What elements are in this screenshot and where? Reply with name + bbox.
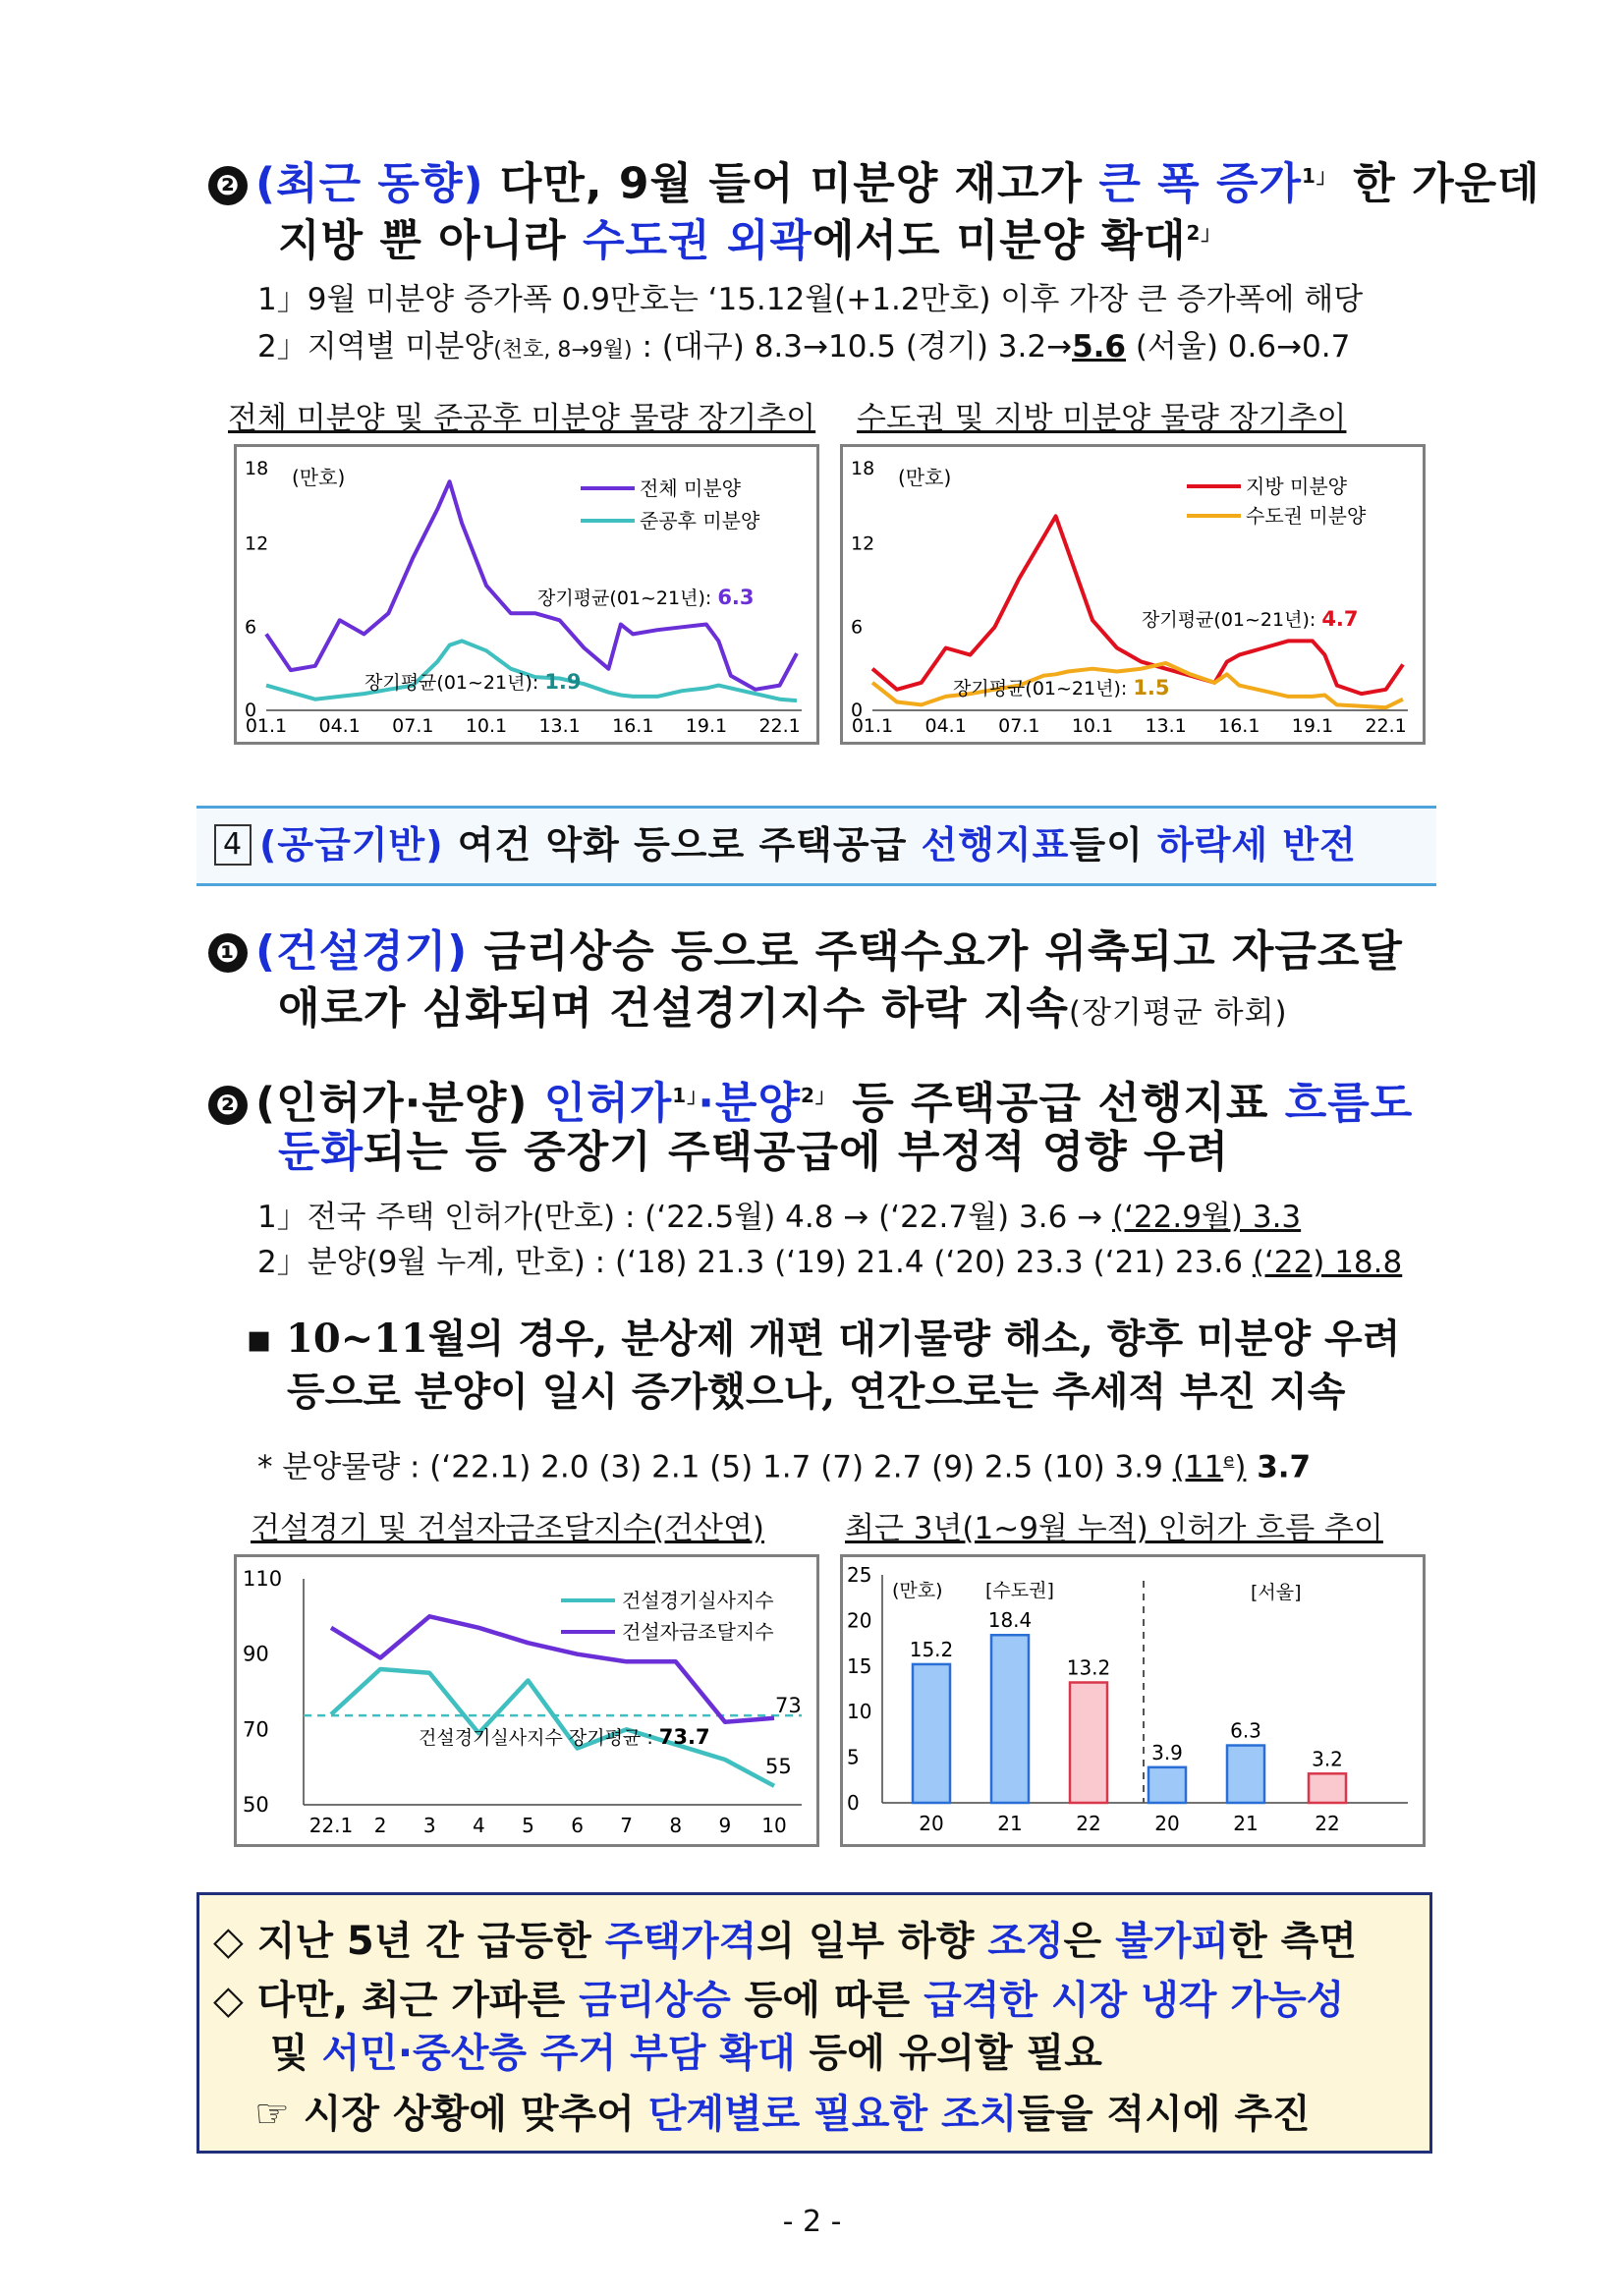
summary-text: 등에 유의할 필요 <box>795 2031 1102 2076</box>
star-note <box>257 1438 1311 1489</box>
highlight-text: 급격한 시장 냉각 가능성 <box>924 1978 1345 2023</box>
x-tick-label: 19.1 <box>685 715 728 737</box>
chart2-avg2 <box>953 676 1170 700</box>
highlight-text: 둔화 <box>278 1127 364 1177</box>
x-tick-label: 22 <box>1076 1812 1101 1835</box>
y-tick-label: 25 <box>847 1563 872 1587</box>
y-tick-label: 12 <box>245 532 269 555</box>
x-tick-label: 21 <box>1233 1812 1259 1835</box>
y-tick-label: 90 <box>243 1642 269 1666</box>
x-tick-label: 07.1 <box>998 715 1040 737</box>
sec4-item1-line1 <box>208 924 1456 980</box>
x-tick-label: 19.1 <box>1291 715 1334 737</box>
x-tick-label: 22 <box>1315 1812 1340 1835</box>
chart3-avg-value: 73.7 <box>658 1725 710 1749</box>
y-tick-label: 20 <box>847 1608 872 1633</box>
summary-text: 한 측면 <box>1229 1919 1357 1964</box>
summary-text: 은 <box>1063 1919 1116 1964</box>
chart2-avg1-label: 장기평균(01~21년): <box>1142 609 1322 631</box>
x-tick-label: 20 <box>1154 1812 1180 1835</box>
item-text: 다만, 9월 들어 미분양 재고가 <box>483 158 1099 209</box>
chart1-frame <box>234 444 819 745</box>
item-text: 지방 뿐 아니라 <box>278 215 583 266</box>
footnote-ref: 1」 <box>672 1084 699 1107</box>
diamond-icon: ◇ <box>213 1919 244 1964</box>
x-tick-label: 07.1 <box>392 715 434 737</box>
x-tick-label: 2 <box>373 1814 387 1837</box>
bar-22 <box>1070 1683 1107 1803</box>
highlight-text: 큰 폭 증가 <box>1098 158 1303 209</box>
chart4-unit: (만호) <box>892 1580 943 1601</box>
footnote-1: 1」9월 미분양 증가폭 0.9만호는 ‘15.12월(+1.2만호) 이후 가장 큰 증가폭에 해당 <box>257 282 1364 317</box>
highlight-text: 주택가격 <box>604 1919 757 1964</box>
summary-line2 <box>213 1974 1344 2027</box>
footnote-4 <box>257 1240 1402 1285</box>
summary-text: 및 <box>270 2031 322 2076</box>
x-tick-label: 22.1 <box>308 1814 354 1837</box>
chart4-frame <box>840 1554 1426 1847</box>
bar-22 <box>1309 1773 1346 1803</box>
bar-20 <box>1148 1767 1186 1803</box>
highlight-text: 선행지표 <box>921 823 1070 867</box>
y-tick-label: 15 <box>847 1653 872 1678</box>
chart1-avg2 <box>364 670 582 694</box>
highlight-text: 하락세 반전 <box>1157 823 1357 867</box>
y-tick-label: 5 <box>847 1745 860 1769</box>
footnote-emphasis: (‘22.9월) 3.3 <box>1111 1200 1302 1235</box>
chart2-avg1-value: 4.7 <box>1321 607 1359 631</box>
bar-value-label: 15.2 <box>909 1637 954 1661</box>
chart1-avg2-value: 1.9 <box>544 670 582 694</box>
chart3-avg-label: 건설경기실사지수 장기평균 : <box>419 1727 659 1749</box>
chart1-avg2-label: 장기평균(01~21년): <box>364 672 545 694</box>
summary-line1 <box>213 1915 1357 1968</box>
x-tick-label: 16.1 <box>612 715 654 737</box>
chart3-frame <box>234 1554 819 1847</box>
footnote-ref: 1」 <box>1302 164 1337 188</box>
chart4-svg <box>843 1557 1423 1844</box>
bar-21 <box>1227 1746 1264 1803</box>
highlight-text: 단계별로 필요한 조치 <box>647 2092 1018 2137</box>
highlight-text: 수도권 외곽 <box>582 215 812 266</box>
note-text: * 분양물량 : (‘22.1) 2.0 (3) 2.1 (5) 1.7 (7) 2.7 (9) 2.5 (10) 3.9 <box>257 1449 1173 1485</box>
bullet-line2: 등으로 분양이 일시 증가했으나, 연간으로는 추세적 부진 지속 <box>287 1369 1346 1415</box>
footnote-text: 1」전국 주택 인허가(만호) : (‘22.5월) 4.8 → (‘22.7월) 3.6 → <box>257 1200 1112 1235</box>
sec4-item2-line1 <box>208 1067 1456 1133</box>
sec4-item1-line2 <box>278 980 1457 1041</box>
chart3-title: 건설경기 및 건설자금조달지수(건산연) <box>251 1511 765 1546</box>
item-text: 되는 등 중장기 주택공급에 부정적 영향 우려 <box>364 1127 1229 1177</box>
chart1-svg <box>237 447 816 742</box>
x-tick-label: 10.1 <box>465 715 508 737</box>
chart2-avg2-label: 장기평균(01~21년): <box>953 678 1134 700</box>
y-tick-label: 110 <box>243 1567 283 1591</box>
footnote-3 <box>257 1195 1301 1240</box>
item-heading: (건설경기) <box>255 926 469 977</box>
chart2-legend1: 지방 미분양 <box>1246 475 1347 498</box>
diamond-icon: ◇ <box>213 1978 244 2023</box>
bar-value-label: 6.3 <box>1230 1718 1261 1743</box>
summary-text: 들을 적시에 추진 <box>1017 2092 1311 2137</box>
series-line-1 <box>872 516 1403 694</box>
x-tick-label: 6 <box>571 1814 584 1837</box>
item-heading: (인허가·분양) <box>255 1078 529 1129</box>
bar-value-label: 3.2 <box>1312 1747 1343 1771</box>
sec4-item2-line2 <box>278 1124 1457 1181</box>
x-tick-label: 13.1 <box>1145 715 1187 737</box>
chart3-avg <box>419 1725 710 1749</box>
section-text: 들이 <box>1069 823 1158 867</box>
y-tick-label: 18 <box>245 458 269 479</box>
section-number: 4 <box>214 824 252 866</box>
item-text: 애로가 심화되며 건설경기지수 하락 지속 <box>278 983 1069 1034</box>
footnote-2 <box>257 324 1350 373</box>
note-emphasis: ) <box>1234 1449 1247 1485</box>
footnote-text: : (대구) 8.3→10.5 (경기) 3.2→ <box>632 329 1073 364</box>
chart1-legend2: 준공후 미분양 <box>640 509 760 532</box>
bar-20 <box>913 1664 950 1803</box>
page-number: - 2 - <box>782 2205 842 2239</box>
y-tick-label: 18 <box>851 458 875 479</box>
bar-value-label: 3.9 <box>1151 1740 1183 1764</box>
pointing-hand-icon: ☞ <box>254 2092 290 2137</box>
chart2-frame <box>840 444 1426 745</box>
y-tick-label: 50 <box>243 1793 269 1817</box>
item-marker: ❷ <box>208 1086 248 1125</box>
footnote-emphasis: 5.6 <box>1072 329 1126 364</box>
x-tick-label: 16.1 <box>1218 715 1260 737</box>
x-tick-label: 22.1 <box>1365 715 1407 737</box>
x-tick-label: 10.1 <box>1071 715 1114 737</box>
bullet-line1 <box>246 1313 1400 1366</box>
y-tick-label: 0 <box>851 700 864 721</box>
highlight-text: 금리상승 <box>579 1978 731 2023</box>
y-tick-label: 10 <box>847 1700 872 1724</box>
footnote-ref: 2」 <box>800 1084 836 1107</box>
y-tick-label: 12 <box>851 532 875 555</box>
item-text: 등 주택공급 선행지표 <box>835 1078 1285 1129</box>
chart3-legend2: 건설자금조달지수 <box>622 1620 774 1644</box>
note-emphasis: (11 <box>1172 1449 1224 1485</box>
x-tick-label: 22.1 <box>758 715 801 737</box>
x-tick-label: 01.1 <box>245 715 288 737</box>
highlight-text: ·분양 <box>698 1078 801 1129</box>
footnote-text: 2」지역별 미분양 <box>257 329 494 364</box>
y-tick-label: 0 <box>245 700 257 721</box>
chart3-legend1: 건설경기실사지수 <box>622 1589 774 1612</box>
note-bold: 3.7 <box>1246 1449 1312 1485</box>
summary-text: 시장 상황에 맞추어 <box>289 2092 648 2137</box>
note-sup: e <box>1223 1450 1235 1471</box>
highlight-text: 불가피 <box>1115 1919 1230 1964</box>
bar-21 <box>991 1635 1029 1803</box>
y-tick-label: 6 <box>245 616 257 639</box>
item-text: 한 가운데 <box>1336 158 1540 209</box>
y-tick-label: 70 <box>243 1717 269 1742</box>
chart1-avg1-value: 6.3 <box>717 586 755 609</box>
chart2-avg1 <box>1142 607 1359 631</box>
x-tick-label: 01.1 <box>851 715 894 737</box>
highlight-text: 서민·중산층 주거 부담 확대 <box>321 2031 796 2076</box>
x-tick-label: 10 <box>761 1814 787 1837</box>
summary-line3 <box>270 2027 1102 2080</box>
footnote-unit: (천호, 8→9월) <box>493 338 633 363</box>
y-tick-label: 0 <box>847 1791 860 1815</box>
chart2-title: 수도권 및 지방 미분양 물량 장기추이 <box>857 401 1347 436</box>
chart4-group2: [서울] <box>1251 1582 1302 1603</box>
chart2-svg <box>843 447 1423 742</box>
chart4-group1: [수도권] <box>985 1580 1054 1601</box>
summary-text: 지난 5년 간 급등한 <box>243 1919 605 1964</box>
x-tick-label: 13.1 <box>538 715 581 737</box>
summary-text: 다만, 최근 가파른 <box>243 1978 580 2023</box>
footnote-text: (서울) 0.6→0.7 <box>1125 329 1351 364</box>
chart1-legend1: 전체 미분양 <box>640 476 741 500</box>
chart4-title: 최근 3년(1~9월 누적) 인허가 흐름 추이 <box>845 1511 1383 1546</box>
item-text: 금리상승 등으로 주택수요가 위축되고 자금조달 <box>468 926 1403 977</box>
x-tick-label: 3 <box>422 1814 436 1837</box>
item-heading: (최근 동향) <box>255 158 484 209</box>
summary-text: 등에 따른 <box>730 1978 924 2023</box>
item-note: (장기평균 하회) <box>1068 995 1288 1031</box>
section4-header <box>196 806 1436 886</box>
sec3-item2-line1 <box>208 147 1540 213</box>
x-tick-label: 20 <box>919 1812 944 1835</box>
chart1-title: 전체 미분양 및 준공후 미분양 물량 장기추이 <box>228 401 816 436</box>
footnote-text: 2」분양(9월 누계, 만호) : (‘18) 21.3 (‘19) 21.4 (‘20) 23.3 (‘21) 23.6 <box>257 1245 1253 1280</box>
highlight-text: 인허가 <box>543 1078 673 1129</box>
chart1-avg1 <box>537 586 755 609</box>
sec3-item2-line2 <box>278 204 1457 270</box>
highlight-text: 흐름도 <box>1284 1078 1414 1129</box>
item-marker: ❷ <box>208 166 248 205</box>
chart2-avg2-value: 1.5 <box>1133 676 1170 700</box>
chart2-unit: (만호) <box>898 466 952 489</box>
section-text: 여건 악화 등으로 주택공급 <box>443 823 922 867</box>
x-tick-label: 5 <box>522 1814 534 1837</box>
x-tick-label: 04.1 <box>924 715 967 737</box>
chart1-unit: (만호) <box>292 466 346 489</box>
highlight-text: 조정 <box>987 1919 1064 1964</box>
bar-value-label: 13.2 <box>1066 1655 1111 1680</box>
section-heading: (공급기반) <box>259 823 444 867</box>
x-tick-label: 21 <box>997 1812 1023 1835</box>
y-tick-label: 6 <box>851 616 864 639</box>
x-tick-label: 4 <box>472 1814 485 1837</box>
bullet-text: 10~11월의 경우, 분상제 개편 대기물량 해소, 향후 미분양 우려 <box>286 1316 1401 1362</box>
x-tick-label: 8 <box>669 1814 683 1837</box>
footnote-ref: 2」 <box>1186 221 1222 245</box>
x-tick-label: 7 <box>620 1814 634 1837</box>
chart3-svg <box>237 1557 816 1844</box>
summary-line4 <box>254 2088 1311 2141</box>
footnote-emphasis: (‘22) 18.8 <box>1252 1245 1403 1280</box>
chart1-avg1-label: 장기평균(01~21년): <box>537 588 718 609</box>
chart2-legend2: 수도권 미분양 <box>1246 504 1367 528</box>
summary-box <box>196 1892 1432 2154</box>
bullet-marker: ▪ <box>246 1316 273 1362</box>
section4-title <box>214 818 1357 871</box>
chart3-end-label1: 73 <box>775 1694 802 1717</box>
item-marker: ❶ <box>208 933 248 973</box>
x-tick-label: 04.1 <box>318 715 361 737</box>
x-tick-label: 9 <box>718 1814 732 1837</box>
summary-text: 의 일부 하향 <box>756 1919 988 1964</box>
bar-value-label: 18.4 <box>987 1608 1033 1633</box>
item-text: 에서도 미분양 확대 <box>812 215 1187 266</box>
chart3-end-label2: 55 <box>765 1755 792 1778</box>
